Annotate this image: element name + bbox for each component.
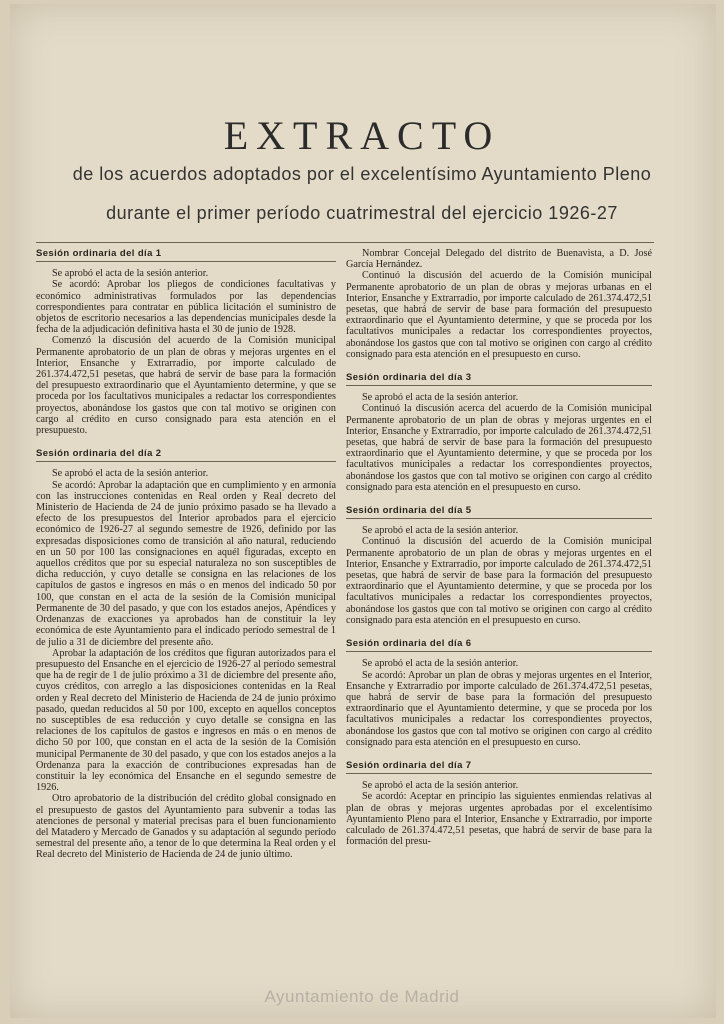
paragraph: Se aprobó el acta de la sesión anterior.: [362, 658, 519, 670]
paragraph: Continuó la discusión del acuerdo de la Comisión municipal Permanente aprobatorio de un plan de obras y mejoras urgentes en el Interior, Ensanche y Extrarradio, por importe calculado de 261.374.472,51 pesetas, que habrá de servir de base para la formación del presupuesto extraordinario que el Ayuntamiento determine, y que se proceda por los facultativos municipales a redactar los correspondientes proyectos, abonándose los gastos que con tal motivo se originen con cargo al crédito consignado para esta atención en el presupuesto en curso.: [346, 536, 652, 626]
paragraph: Otro aprobatorio de la distribución del crédito global consignado en el presupuesto de gastos del Ayuntamiento para subvenir a todas las atenciones de personal y material precisas para el buen funcionamiento del Matadero y Mercado de Ganados y su adaptación al segundo período semestral del presente año, a tenor de lo que determina la Real orden y el Real decreto del Ministerio de Hacienda de 24 de junio último.: [36, 793, 336, 861]
paragraph: Continuó la discusión del acuerdo de la Comisión municipal Permanente aprobatorio de un plan de obras y mejoras urbanas en el Interior, Ensanche y Extrarradio, por importe calculado de 261.374.472,51 pesetas, que habrá de servir de base para formación del presupuesto extraordinario que el Ayuntamiento determine, y que se proceda por los facultativos municipales a redactar los correspondientes proyectos, abonándose los gastos que con tal motivo se originen con cargo al crédito consignado para esta atención en el presupuesto en curso.: [346, 270, 652, 360]
session-heading-day-3: Sesión ordinaria del día 3: [346, 372, 652, 386]
paragraph: Se aprobó el acta de la sesión anterior.: [362, 525, 519, 537]
paragraph: Se aprobó el acta de la sesión anterior.: [362, 780, 519, 792]
session-heading-day-1: Sesión ordinaria del día 1: [36, 248, 336, 262]
paragraph: Se acordó: Aceptar en principio las siguientes enmiendas relativas al plan de obras y mejoras urgentes aprobadas por el excelentísimo Ayuntamiento Pleno para el Interior, Ensanche y Extrarradio, por importe calculado de 261.374.472,51 pesetas, que habrá de servir de base para la formación del presu-: [346, 791, 652, 848]
document-title: EXTRACTO: [223, 113, 501, 158]
subtitle-line-1: de los acuerdos adoptados por el excelentísimo Ayuntamiento Pleno: [72, 164, 652, 184]
paragraph: Se aprobó el acta de la sesión anterior.: [52, 468, 209, 480]
paragraph: Se acordó: Aprobar la adaptación que en cumplimiento y en armonía con las instrucciones contenidas en Real orden y Real decreto del Ministerio de Hacienda de 24 de junio próximo pasado se ha llevado a efecto de los presupuestos del Interior aprobados para el ejercicio económico de 1926-27 al segundo semestre de 1926, definido por las expresadas disposiciones como de transición al año natural, reduciendo en un 50 por 100 las consignaciones en aquél figuradas, excepto en aquellos créditos que por su especial naturaleza no son susceptibles de dicha reducción, y cuyo detalle se consigna en las relaciones de los capítulos de gastos e ingresos en más o en menos del indicado 50 por 100, que constan en el acta de la sesión de la Comisión municipal Permanente de 30 del pasado, y que con los estados anejos, Apéndices y Ordenanzas de exacciones ya aprobados han de constituir la ley económica de este Ayuntamiento para el indicado período semestral de 1 de julio a 31 de diciembre del presente año.: [36, 479, 336, 648]
session-heading-day-2: Sesión ordinaria del día 2: [36, 448, 336, 462]
paragraph: Aprobar la adaptación de los créditos que figuran autorizados para el presupuesto del Ensanche en el ejercicio de 1926-27 al período semestral que ha de regir de 1 de julio próximo a 31 de diciembre del presente año, cuyos créditos, con arreglo a las disposiciones contenidas en la Real orden y Real decreto del Ministerio de Hacienda de 24 de junio próximo pasado, quedan reducidos al 50 por 100, excepto en aquellos conceptos no susceptibles de esa reducción y cuyo detalle se consigna en las relaciones de los capítulos de gastos e ingresos en más o en menos de dicho 50 por 100, que constan en el acta de la sesión de la Comisión municipal Permanente de 30 del pasado, y que con los estados anejos a la Ordenanza para la exacción de contribuciones expresadas han de constituir la ley económica del Ensanche en el segundo semestre de 1926.: [36, 647, 336, 794]
session-heading-day-7: Sesión ordinaria del día 7: [346, 760, 652, 774]
paragraph: Se acordó: Aprobar un plan de obras y mejoras urgentes en el Interior, Ensanche y Extrarradio por importe calculado de 261.374.472,51 pesetas, que habrá de servir de base para la formación del presupuesto extraordinario que el Ayuntamiento determine, y que se proceda por los facultativos municipales a redactar los correspondientes proyectos, abonándose los gastos que con tal motivo se originen con cargo al crédito consignado para esta atención en el presupuesto en curso.: [346, 669, 652, 748]
watermark: Ayuntamiento de Madrid: [264, 987, 460, 1006]
paragraph: Continuó la discusión acerca del acuerdo de la Comisión municipal Permanente aprobatorio de un plan de obras y mejoras urgentes en el Interior, Ensanche y Extrarradio, por importe calculado de 261.374.472,51 pesetas, que habrá de servir de base para la formación del presupuesto extraordinario que el Ayuntamiento determine, y que se proceda por los facultativos municipales a redactar los correspondientes proyectos, abonándose los gastos que con tal motivo se originen con cargo al crédito consignado para esta atención en el presupuesto en curso.: [346, 403, 652, 493]
session-heading-day-6: Sesión ordinaria del día 6: [346, 638, 652, 652]
subtitle-line-2: durante el primer período cuatrimestral del ejercicio 1926-27: [106, 203, 618, 223]
paragraph: Se aprobó el acta de la sesión anterior.: [52, 268, 209, 280]
paragraph: Nombrar Concejal Delegado del distrito de Buenavista, a D. José García Hernández.: [346, 248, 652, 271]
title-divider: [36, 242, 654, 243]
right-column: [346, 248, 652, 847]
paragraph: Se aprobó el acta de la sesión anterior.: [362, 392, 519, 404]
left-column: [36, 248, 336, 861]
session-heading-day-5: Sesión ordinaria del día 5: [346, 505, 652, 519]
paragraph: Se acordó: Aprobar los pliegos de condiciones facultativas y económico administrativas formulados por las dependencias correspondientes para contratar en pública licitación el suministro de objetos de escritorio necesarios a las dependencias municipales desde la fecha de la adjudicación definitiva hasta el 30 de junio de 1928.: [36, 279, 336, 336]
paragraph: Comenzó la discusión del acuerdo de la Comisión municipal Permanente aprobatorio de un plan de obras y mejoras urgentes en el Interior, Ensanche y Extrarradio, por importe calculado de 261.374.472,51 pesetas, que habrá de servir de base para la formación del presupuesto extraordinario que el Ayuntamiento determine, y que se proceda por los facultativos municipales a redactar los correspondientes proyectos, abonándose los gastos que con tal motivo se originen con cargo al crédito en curso consignado para esta atención en el presupuesto.: [36, 335, 336, 437]
